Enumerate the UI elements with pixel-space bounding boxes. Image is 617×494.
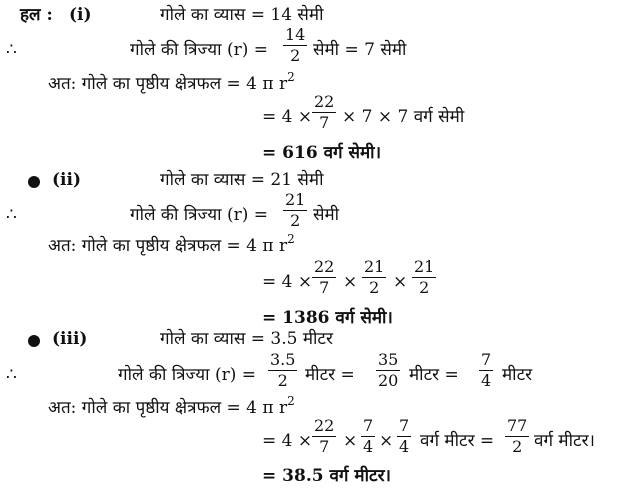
result-iii: = 38.5 वर्ग मीटर। bbox=[262, 466, 391, 486]
fraction-numerator: 7 bbox=[481, 350, 492, 369]
bullet-icon bbox=[28, 335, 40, 347]
calc-fraction-iii-c bbox=[397, 417, 411, 456]
times-symbol: × bbox=[393, 272, 408, 292]
diameter-line-iii: गोले का व्यास = 3.5 मीटर bbox=[160, 329, 333, 349]
fraction-denominator: 2 bbox=[512, 437, 523, 456]
fraction-numerator: 21 bbox=[414, 257, 435, 276]
part-label-iii: (iii) bbox=[52, 329, 88, 349]
radius-prefix-iii: गोले की त्रिज्या (r) = bbox=[118, 365, 256, 385]
area-formula-i bbox=[48, 70, 295, 94]
times-symbol: × bbox=[379, 431, 394, 451]
result-i: = 616 वर्ग सेमी। bbox=[262, 143, 382, 163]
radius-suffix-ii: सेमी bbox=[313, 205, 340, 225]
diameter-line-ii: गोले का व्यास = 21 सेमी bbox=[160, 170, 324, 190]
calc-fraction-iii-d bbox=[505, 417, 529, 456]
calc-suffix-i: × 7 × 7 वर्ग सेमी bbox=[342, 107, 465, 127]
fraction-numerator: 7 bbox=[399, 416, 410, 435]
calc-fraction-ii-c bbox=[412, 258, 436, 297]
fraction-denominator: 7 bbox=[319, 278, 330, 297]
power-exponent: 2 bbox=[287, 394, 295, 408]
solution-label: हल : bbox=[20, 5, 53, 25]
area-prefix: अत: गोले का पृष्ठीय क्षेत्रफल = 4 π r bbox=[48, 74, 288, 94]
part-label-ii: (ii) bbox=[52, 170, 82, 190]
fraction-numerator: 22 bbox=[314, 416, 335, 435]
radius-mid-iii-b: मीटर = bbox=[409, 365, 459, 385]
radius-suffix-iii: मीटर bbox=[502, 365, 533, 385]
fraction-numerator: 21 bbox=[364, 257, 385, 276]
fraction-numerator: 21 bbox=[285, 190, 306, 209]
therefore-symbol: ∴ bbox=[6, 40, 17, 60]
calc-fraction-i bbox=[312, 93, 336, 132]
radius-prefix-i: गोले की त्रिज्या (r) = bbox=[130, 40, 268, 60]
fraction-denominator: 4 bbox=[399, 437, 410, 456]
result-ii: = 1386 वर्ग सेमी। bbox=[262, 308, 393, 328]
fraction-denominator: 7 bbox=[319, 113, 330, 132]
area-formula-iii bbox=[48, 394, 295, 418]
area-prefix: अत: गोले का पृष्ठीय क्षेत्रफल = 4 π r bbox=[48, 398, 288, 418]
radius-suffix-i: सेमी = 7 सेमी bbox=[313, 40, 407, 60]
times-symbol: × bbox=[343, 272, 358, 292]
fraction-denominator: 2 bbox=[369, 278, 380, 297]
area-prefix: अत: गोले का पृष्ठीय क्षेत्रफल = 4 π r bbox=[48, 236, 288, 256]
fraction-denominator: 2 bbox=[290, 46, 301, 65]
times-symbol: × bbox=[343, 431, 358, 451]
radius-fraction-i bbox=[283, 26, 307, 65]
calc-mid-iii: वर्ग मीटर = bbox=[420, 431, 495, 451]
power-exponent: 2 bbox=[287, 70, 295, 84]
radius-fraction-ii bbox=[283, 191, 307, 230]
therefore-symbol: ∴ bbox=[6, 365, 17, 385]
calc-fraction-ii-b bbox=[362, 258, 386, 297]
calc-prefix-i: = 4 × bbox=[262, 107, 313, 127]
calc-suffix-iii: वर्ग मीटर। bbox=[534, 431, 595, 451]
bullet-icon bbox=[28, 176, 40, 188]
diameter-line-i: गोले का व्यास = 14 सेमी bbox=[160, 5, 324, 25]
fraction-numerator: 3.5 bbox=[270, 350, 296, 369]
fraction-numerator: 22 bbox=[314, 92, 335, 111]
fraction-numerator: 22 bbox=[314, 257, 335, 276]
fraction-denominator: 4 bbox=[481, 371, 492, 390]
radius-fraction-iii-b bbox=[376, 351, 400, 390]
calc-fraction-iii-a bbox=[312, 417, 336, 456]
fraction-denominator: 2 bbox=[419, 278, 430, 297]
fraction-denominator: 20 bbox=[378, 371, 399, 390]
radius-fraction-iii-a bbox=[268, 351, 297, 390]
fraction-denominator: 2 bbox=[290, 211, 301, 230]
radius-prefix-ii: गोले की त्रिज्या (r) = bbox=[130, 205, 268, 225]
power-exponent: 2 bbox=[287, 232, 295, 246]
area-formula-ii bbox=[48, 232, 295, 256]
fraction-numerator: 35 bbox=[378, 350, 399, 369]
fraction-denominator: 2 bbox=[277, 371, 288, 390]
fraction-numerator: 14 bbox=[285, 25, 306, 44]
radius-mid-iii-a: मीटर = bbox=[305, 365, 355, 385]
fraction-denominator: 4 bbox=[363, 437, 374, 456]
calc-fraction-ii-a bbox=[312, 258, 336, 297]
therefore-symbol: ∴ bbox=[6, 205, 17, 225]
calc-prefix-iii: = 4 × bbox=[262, 431, 313, 451]
fraction-numerator: 77 bbox=[507, 416, 528, 435]
fraction-numerator: 7 bbox=[363, 416, 374, 435]
part-label-i: (i) bbox=[69, 5, 92, 25]
fraction-denominator: 7 bbox=[319, 437, 330, 456]
calc-prefix-ii: = 4 × bbox=[262, 272, 313, 292]
radius-fraction-iii-c bbox=[479, 351, 493, 390]
calc-fraction-iii-b bbox=[361, 417, 375, 456]
